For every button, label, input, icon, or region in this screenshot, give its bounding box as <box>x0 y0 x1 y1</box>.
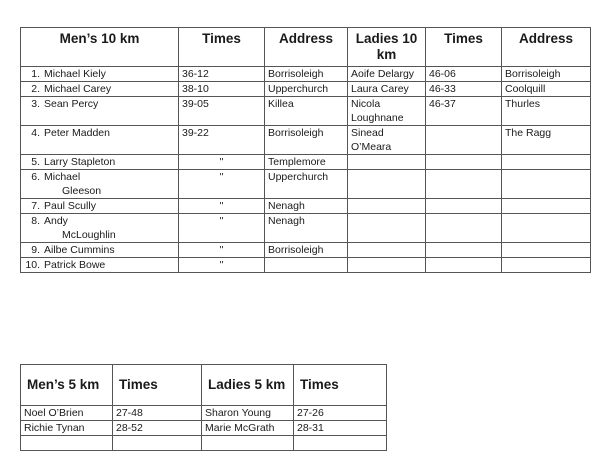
table-row <box>21 243 591 258</box>
runner-name-continued: McLoughlin <box>62 229 116 241</box>
position-number: 10. <box>25 259 40 271</box>
mens-10km-address-cell: Nenagh <box>265 199 348 214</box>
runner-name: Michael Kiely <box>44 68 106 80</box>
mens-5km-time-cell: 27-48 <box>113 406 202 421</box>
table-row <box>21 126 591 155</box>
position-number: 7. <box>31 200 40 212</box>
ladies-10km-time-cell: 46-06 <box>426 67 502 82</box>
mens-10km-address-cell: Killea <box>265 97 348 126</box>
mens-10km-name-cell <box>21 126 179 155</box>
mens-10km-times-header: Times <box>179 28 265 67</box>
runner-name: Andy <box>44 215 68 227</box>
mens-5km-time-cell <box>113 436 202 451</box>
ladies-10km-address-cell: Coolquill <box>502 82 591 97</box>
ladies-5km-name-cell: Sharon Young <box>202 406 294 421</box>
table-row <box>21 170 591 199</box>
mens-10km-time-cell: 38-10 <box>179 82 265 97</box>
ladies-10km-name-cell <box>348 258 426 273</box>
position-number: 9. <box>31 244 40 256</box>
ladies-10km-time-cell <box>426 258 502 273</box>
table-row <box>21 97 591 126</box>
ladies-5km-name-cell: Marie McGrath <box>202 421 294 436</box>
ladies-5km-header: Ladies 5 km <box>202 365 294 406</box>
ladies-10km-time-cell <box>426 214 502 243</box>
ladies-10km-time-cell: 46-33 <box>426 82 502 97</box>
mens-10km-address-cell: Borrisoleigh <box>265 126 348 155</box>
mens-10km-time-cell: " <box>179 243 265 258</box>
table-row <box>21 67 591 82</box>
position-number: 4. <box>31 127 40 139</box>
mens-10km-name-cell <box>21 199 179 214</box>
mens-10km-time-cell: " <box>179 214 265 243</box>
mens-10km-address-cell: Upperchurch <box>265 82 348 97</box>
ladies-10km-address-cell <box>502 199 591 214</box>
ladies-5km-times-header: Times <box>294 365 387 406</box>
ladies-10km-name-cell: Aoife Delargy <box>348 67 426 82</box>
ladies-10km-time-cell <box>426 126 502 155</box>
table-row <box>21 199 591 214</box>
runner-name: Paul Scully <box>44 200 96 212</box>
mens-10km-name-cell <box>21 243 179 258</box>
ladies-5km-time-cell: 28-31 <box>294 421 387 436</box>
ladies-5km-time-cell <box>294 436 387 451</box>
ladies-10km-address-cell: Borrisoleigh <box>502 67 591 82</box>
runner-name: Sean Percy <box>44 98 99 110</box>
table-row <box>21 406 387 421</box>
ladies-10km-address-cell <box>502 258 591 273</box>
table-row <box>21 258 591 273</box>
mens-5km-name-cell: Noel O’Brien <box>21 406 113 421</box>
table-row <box>21 82 591 97</box>
ladies-10km-name-cell <box>348 170 426 199</box>
mens-10km-name-cell <box>21 258 179 273</box>
ladies-10km-address-cell <box>502 170 591 199</box>
position-number: 3. <box>31 98 40 110</box>
mens-10km-time-cell: 36-12 <box>179 67 265 82</box>
table-row <box>21 436 387 451</box>
table-row <box>21 155 591 170</box>
mens-10km-time-cell: " <box>179 258 265 273</box>
mens-10km-address-cell <box>265 258 348 273</box>
mens-10km-name-cell <box>21 155 179 170</box>
ladies-10km-name-cell: Sinead O’Meara <box>348 126 426 155</box>
mens-10km-address-cell: Nenagh <box>265 214 348 243</box>
ladies-10km-time-cell <box>426 243 502 258</box>
ladies-10km-header: Ladies 10 km <box>348 28 426 67</box>
ladies-10km-address-cell <box>502 155 591 170</box>
ladies-10km-address-cell: Thurles <box>502 97 591 126</box>
position-number: 1. <box>31 68 40 80</box>
table-header-row <box>21 28 591 67</box>
runner-name: Ailbe Cummins <box>44 244 115 256</box>
ladies-5km-name-cell <box>202 436 294 451</box>
table-header-row <box>21 365 387 406</box>
ladies-10km-time-cell: 46-37 <box>426 97 502 126</box>
mens-10km-name-cell <box>21 82 179 97</box>
mens-10km-time-cell: " <box>179 155 265 170</box>
position-number: 5. <box>31 156 40 168</box>
mens-5km-name-cell <box>21 436 113 451</box>
ladies-5km-time-cell: 27-26 <box>294 406 387 421</box>
mens-5km-header: Men’s 5 km <box>21 365 113 406</box>
mens-10km-address-header: Address <box>265 28 348 67</box>
mens-10km-name-cell <box>21 170 179 199</box>
position-number: 6. <box>31 171 40 183</box>
mens-5km-name-cell: Richie Tynan <box>21 421 113 436</box>
runner-name: Larry Stapleton <box>44 156 116 168</box>
ladies-10km-time-cell <box>426 170 502 199</box>
mens-10km-time-cell: " <box>179 199 265 214</box>
results-5km-table <box>20 364 387 451</box>
mens-10km-header: Men’s 10 km <box>21 28 179 67</box>
ladies-10km-name-cell <box>348 243 426 258</box>
mens-10km-address-cell: Upperchurch <box>265 170 348 199</box>
mens-10km-name-cell <box>21 214 179 243</box>
mens-5km-times-header: Times <box>113 365 202 406</box>
ladies-10km-address-cell <box>502 214 591 243</box>
ladies-10km-name-cell <box>348 199 426 214</box>
mens-10km-time-cell: 39-05 <box>179 97 265 126</box>
results-5km-body <box>21 406 387 451</box>
ladies-10km-address-header: Address <box>502 28 591 67</box>
mens-10km-time-cell: " <box>179 170 265 199</box>
ladies-10km-times-header: Times <box>426 28 502 67</box>
position-number: 2. <box>31 83 40 95</box>
runner-name-continued: Gleeson <box>62 185 102 197</box>
ladies-10km-time-cell <box>426 155 502 170</box>
table-row <box>21 421 387 436</box>
mens-10km-address-cell: Templemore <box>265 155 348 170</box>
mens-10km-address-cell: Borrisoleigh <box>265 243 348 258</box>
runner-name: Patrick Bowe <box>44 259 106 271</box>
table-row <box>21 214 591 243</box>
ladies-10km-name-cell <box>348 155 426 170</box>
position-number: 8. <box>31 215 40 227</box>
results-10km-body <box>21 67 591 273</box>
mens-10km-address-cell: Borrisoleigh <box>265 67 348 82</box>
runner-name: Peter Madden <box>44 127 110 139</box>
results-10km-table <box>20 27 591 273</box>
ladies-10km-address-cell: The Ragg <box>502 126 591 155</box>
ladies-10km-name-cell: Laura Carey <box>348 82 426 97</box>
mens-10km-name-cell <box>21 97 179 126</box>
runner-name: Michael Carey <box>44 83 112 95</box>
runner-name: Michael <box>44 171 81 183</box>
ladies-10km-time-cell <box>426 199 502 214</box>
mens-10km-time-cell: 39-22 <box>179 126 265 155</box>
mens-10km-name-cell <box>21 67 179 82</box>
mens-5km-time-cell: 28-52 <box>113 421 202 436</box>
ladies-10km-address-cell <box>502 243 591 258</box>
ladies-10km-name-cell <box>348 214 426 243</box>
ladies-10km-name-cell: Nicola Loughnane <box>348 97 426 126</box>
